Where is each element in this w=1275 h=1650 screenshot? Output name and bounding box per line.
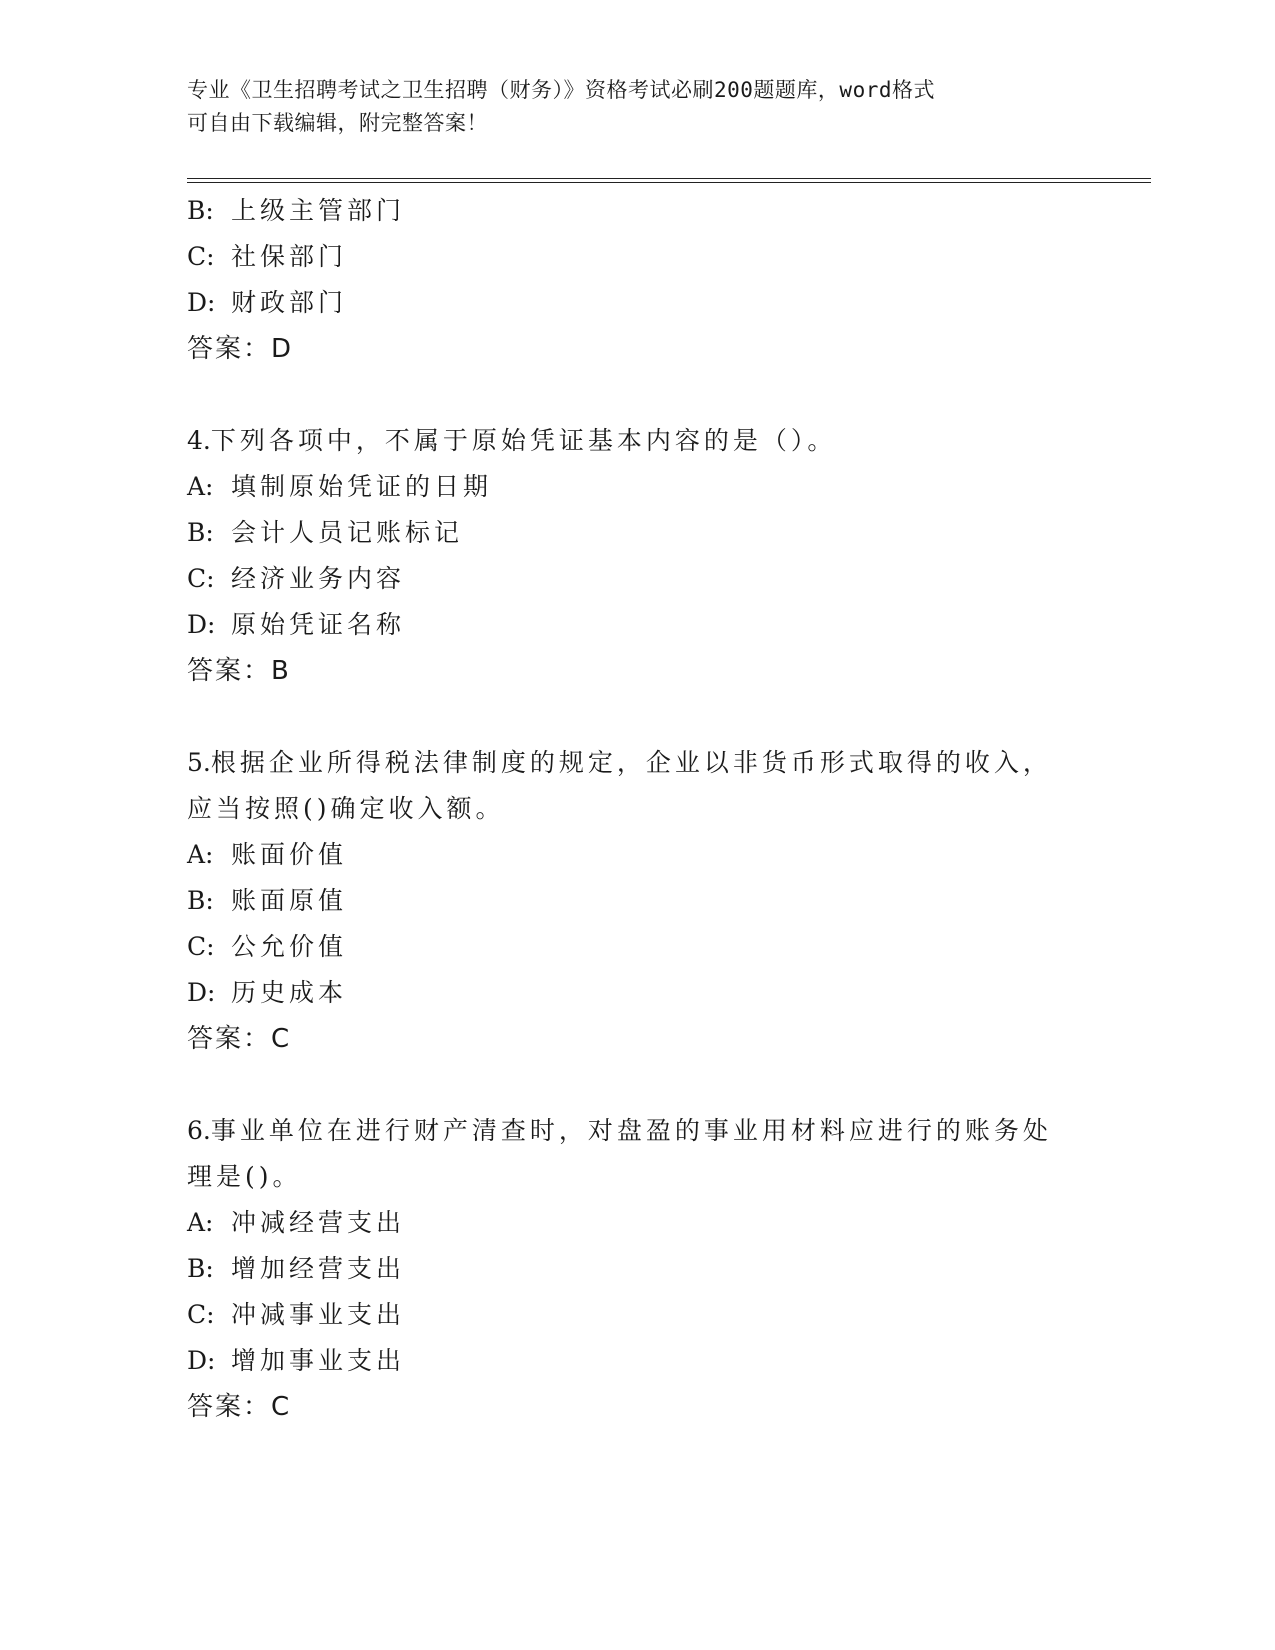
question-4 — [187, 418, 1087, 694]
option-d — [187, 280, 1087, 326]
option-text: 填制原始凭证的日期 — [231, 472, 493, 501]
question-number: 6. — [187, 1116, 211, 1145]
option-b — [187, 188, 1087, 234]
question-stem — [187, 418, 1087, 464]
header-divider-bottom — [187, 182, 1151, 183]
option-text: 会计人员记账标记 — [231, 518, 464, 547]
question-number: 4. — [187, 426, 211, 455]
option-a — [187, 1200, 1087, 1246]
option-letter: B: — [187, 1254, 214, 1283]
question-stem — [187, 740, 1087, 786]
option-text: 冲减事业支出 — [231, 1300, 406, 1329]
option-text: 冲减经营支出 — [231, 1208, 406, 1237]
question-6 — [187, 1108, 1087, 1430]
option-letter: A: — [187, 472, 214, 501]
option-text: 账面价值 — [231, 840, 348, 869]
option-d — [187, 1338, 1087, 1384]
option-a — [187, 832, 1087, 878]
option-text: 历史成本 — [231, 978, 348, 1007]
question-3-partial — [187, 188, 1087, 372]
option-text: 财政部门 — [231, 288, 348, 317]
option-c — [187, 1292, 1087, 1338]
option-text: 原始凭证名称 — [231, 610, 406, 639]
option-d — [187, 602, 1087, 648]
option-c — [187, 924, 1087, 970]
header-line-2: 可自由下载编辑，附完整答案！ — [187, 111, 488, 135]
option-letter: A: — [187, 840, 214, 869]
option-c — [187, 234, 1087, 280]
option-text: 增加事业支出 — [231, 1346, 406, 1375]
question-list — [187, 188, 1087, 1430]
option-letter: C: — [187, 242, 215, 271]
answer-line: 答案：C — [187, 1024, 292, 1054]
header-divider-top — [187, 178, 1151, 179]
option-letter: B: — [187, 886, 214, 915]
question-text: 根据企业所得税法律制度的规定，企业以非货币形式取得的收入， — [210, 748, 1052, 777]
answer-line: 答案：C — [187, 1392, 292, 1422]
option-letter: D: — [187, 1346, 216, 1375]
option-b — [187, 1246, 1087, 1292]
option-letter: D: — [187, 610, 216, 639]
option-text: 账面原值 — [231, 886, 348, 915]
option-letter: B: — [187, 518, 214, 547]
answer-line: 答案：D — [187, 334, 294, 364]
document-header — [187, 74, 1087, 140]
option-a — [187, 464, 1087, 510]
option-text: 社保部门 — [231, 242, 348, 271]
option-d — [187, 970, 1087, 1016]
question-5 — [187, 740, 1087, 1062]
option-letter: B: — [187, 196, 214, 225]
header-line-1: 专业《卫生招聘考试之卫生招聘（财务）》资格考试必刷200题题库，word格式 — [187, 78, 935, 102]
option-letter: C: — [187, 932, 215, 961]
option-text: 上级主管部门 — [231, 196, 406, 225]
question-stem-continued: 理是()。 — [187, 1162, 302, 1191]
question-stem — [187, 1108, 1087, 1154]
option-text: 增加经营支出 — [231, 1254, 406, 1283]
question-text: 事业单位在进行财产清查时，对盘盈的事业用材料应进行的账务处 — [210, 1116, 1052, 1145]
option-b — [187, 510, 1087, 556]
option-c — [187, 556, 1087, 602]
question-stem-continued: 应当按照()确定收入额。 — [187, 794, 505, 823]
answer-line: 答案：B — [187, 656, 291, 686]
option-text: 经济业务内容 — [231, 564, 406, 593]
option-letter: D: — [187, 978, 216, 1007]
option-text: 公允价值 — [231, 932, 348, 961]
option-letter: C: — [187, 564, 215, 593]
option-b — [187, 878, 1087, 924]
option-letter: D: — [187, 288, 216, 317]
question-number: 5. — [187, 748, 211, 777]
question-text: 下列各项中，不属于原始凭证基本内容的是（）。 — [210, 426, 837, 455]
option-letter: A: — [187, 1208, 214, 1237]
option-letter: C: — [187, 1300, 215, 1329]
